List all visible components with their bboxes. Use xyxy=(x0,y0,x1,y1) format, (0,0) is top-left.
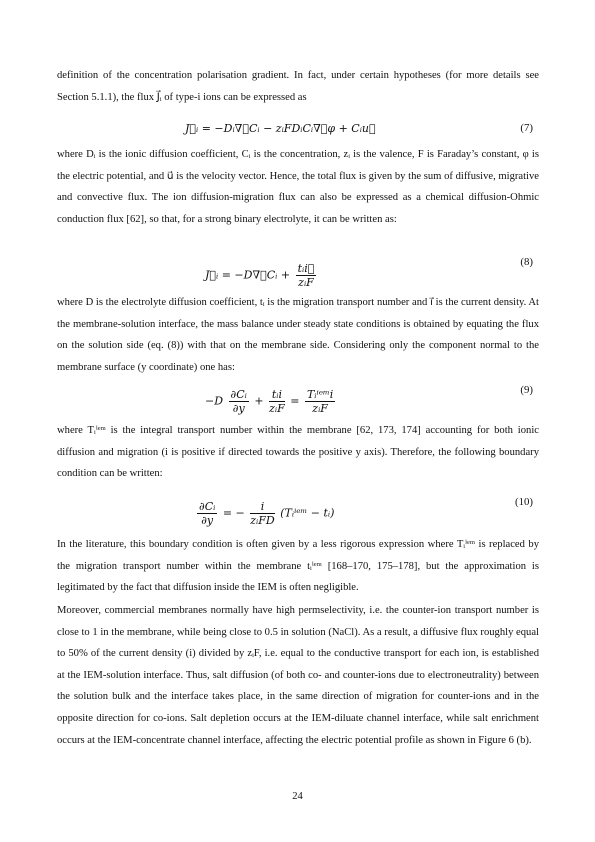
equation-10-rest: (Tᵢⁱᵉᵐ − tᵢ) xyxy=(280,506,335,520)
equation-9-f1-numerator: ∂Cᵢ xyxy=(230,388,247,401)
paragraph-1: definition of the concentration polarisation gradient. In fact, under certain hypotheses (for more details see Section 5.1.1), the flux J⃗ᵢ of type-i ions can be expressed as xyxy=(57,70,539,103)
equation-9-f1-denominator: ∂y xyxy=(232,402,245,415)
equation-8-lhs: J⃗ᵢ = −D∇⃗Cᵢ + xyxy=(205,268,291,282)
equation-9-pre: −D xyxy=(205,394,224,408)
equation-9-equals: = xyxy=(290,394,300,408)
equation-9-number: (9) xyxy=(520,384,533,396)
equation-10-f1-denominator: ∂y xyxy=(201,514,214,527)
equation-9 xyxy=(57,382,539,418)
equation-7 xyxy=(57,120,539,144)
paragraph-6: Moreover, commercial membranes normally have high permselectivity, i.e. the counter-ion transport number is close to 1 in the membrane, while being close to 0.5 in solution (NaCl). As a result, a diffusive flux roughly equal to 50% of the current density (i) divided by zᵢF, i.e. equal to the conductive transport for each ion, is established at the IEM-solution interface. Thus, salt diffusion (of both co- and counter-ions due to electroneutrality) between the solution bulk and the interface takes place, in the same direction of migration for counter-ions and in the opposite direction for co-ions. Salt depletion occurs at the IEM-diluate channel interface, while salt enrichment occurs at the IEM-concentrate channel interface, affecting the electric potential profile as shown in Figure 6 (b). xyxy=(57,605,539,746)
page-number: 24 xyxy=(292,791,303,802)
equation-9-f3-denominator: zᵢF xyxy=(312,402,328,415)
paragraph-5: In the literature, this boundary condition is often given by a less rigorous expression where Tᵢⁱᵉᵐ is replaced by the migration transport number within the membrane tᵢⁱᵉᵐ [168–170, 175–178], but the approximation is legitimated by the fact that diffusion inside the IEM is often negligible. xyxy=(57,539,539,594)
equation-8-numerator: tᵢi⃗ xyxy=(297,262,315,275)
equation-9-fraction-1 xyxy=(229,388,249,415)
equation-10-f1-numerator: ∂Cᵢ xyxy=(199,500,216,513)
equation-8 xyxy=(57,254,539,290)
equation-9-f2-denominator: zᵢF xyxy=(269,402,285,415)
equation-10-fraction-1 xyxy=(197,500,217,527)
paragraph-3: where D is the electrolyte diffusion coefficient, tᵢ is the migration transport number and i⃗ is the current density. At the membrane-solution interface, the mass balance under steady state conditions is obtained by equating the flux on the solution side (eq. (8)) with that on the membrane side. Considering only the component normal to the membrane surface (y coordinate) one has: xyxy=(57,297,539,373)
equation-9-f2-numerator: tᵢi xyxy=(269,388,285,402)
equation-10-f2-denominator: zᵢFD xyxy=(250,514,275,527)
equation-10-fraction-2 xyxy=(250,500,274,527)
equation-7-number: (7) xyxy=(520,122,533,134)
paragraph-4: where Tᵢⁱᵉᵐ is the integral transport number within the membrane [62, 173, 174] accounting for both ionic diffusion and migration (i is positive if directed towards the positive y axis). Therefore, the following boundary condition can be written: xyxy=(57,425,539,480)
equation-8-denominator: zᵢF xyxy=(298,276,314,289)
equation-7-body: J⃗ᵢ = −Dᵢ∇⃗Cᵢ − zᵢFDᵢCᵢ∇⃗φ + Cᵢu⃗ xyxy=(185,122,376,135)
equation-10-number: (10) xyxy=(515,496,533,508)
equation-9-f3-numerator: Tᵢⁱᵉᵐi xyxy=(306,388,334,401)
equation-10-equals: = − xyxy=(222,506,245,520)
equation-9-fraction-3 xyxy=(305,388,335,415)
equation-10 xyxy=(57,494,539,530)
equation-9-fraction-2 xyxy=(269,388,285,415)
equation-8-fraction xyxy=(296,262,317,289)
paragraph-2: where Dᵢ is the ionic diffusion coefficient, Cᵢ is the concentration, zᵢ is the valence, F is Faraday’s constant, φ is the electric potential, and u⃗ is the velocity vector. Hence, the total flux is given by the sum of diffusive, migrative and convective flux. The ion diffusion-migration flux can also be expressed as a chemical diffusion-Ohmic conduction flux [62], so that, for a strong binary electrolyte, it can be written as: xyxy=(57,149,539,225)
equation-8-number: (8) xyxy=(520,256,533,268)
equation-10-f2-numerator: i xyxy=(250,500,274,514)
equation-9-plus: + xyxy=(254,394,264,408)
